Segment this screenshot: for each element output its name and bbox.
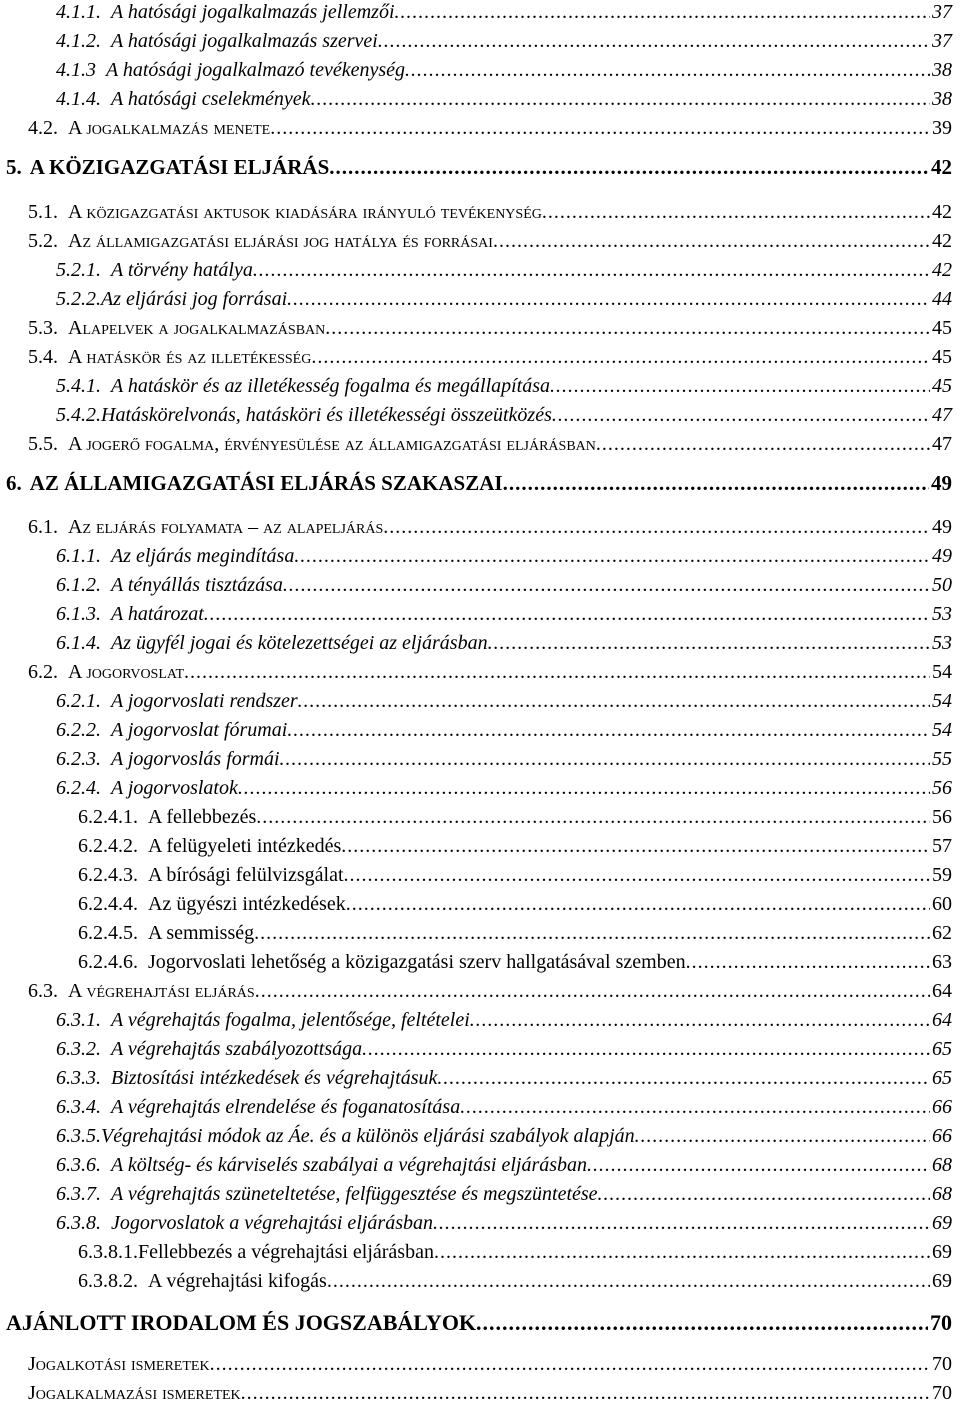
toc-entry-number: 6.2.3. [56,748,101,770]
toc-entry[interactable] [0,1271,952,1291]
dot-leader [493,231,930,251]
toc-entry[interactable] [0,836,952,856]
toc-entry-page-number: 69 [932,1241,952,1263]
toc-entry-number: 6.2.4.2. [78,835,138,857]
toc-entry-number: 6.3.8.2. [78,1270,138,1292]
toc-entry-page-number: 45 [932,375,952,397]
toc-entry[interactable] [0,546,952,566]
toc-entry-title: A jogorvoslatok [111,777,238,799]
toc-entry[interactable] [0,691,952,711]
dot-leader [470,1010,930,1030]
toc-entry-page-number: 64 [932,980,952,1002]
toc-entry[interactable] [0,894,952,914]
toc-entry-page-number: 47 [932,404,952,426]
dot-leader [241,1383,930,1403]
toc-entry[interactable] [0,1126,952,1146]
toc-entry[interactable] [0,2,952,22]
toc-entry-title: Az ügyészi intézkedések [148,893,346,915]
toc-entry-title: Hatáskörelvonás, hatásköri és illetékességi összeütközés [101,404,552,426]
dot-leader [542,202,930,222]
dot-leader [596,434,930,454]
toc-entry-page-number: 49 [932,545,952,567]
toc-entry-title: A bírósági felülvizsgálat [148,864,344,886]
toc-entry-number: 5.3. [28,317,58,339]
toc-entry-title: Jogorvoslati lehetőség a közigazgatási szerv hallgatásával szemben [148,951,686,973]
toc-entry-page-number: 62 [932,922,952,944]
toc-entry-title: AJÁNLOTT IRODALOM ÉS JOGSZABÁLYOK [6,1310,477,1335]
toc-entry-title: Jogalkalmazási ismeretek [28,1382,241,1404]
dot-leader [552,405,930,425]
toc-entry[interactable] [0,260,952,280]
toc-entry-title: Végrehajtási módok az Áe. és a különös eljárási szabályok alapján [101,1125,635,1147]
dot-leader [283,575,930,595]
toc-entry-title: A költség- és kárviselés szabályai a végrehajtási eljárásban [111,1154,588,1176]
toc-entry[interactable] [0,376,952,396]
toc-entry-title: A hatáskör és az illetékesség [68,346,312,368]
toc-entry-page-number: 45 [932,346,952,368]
toc-entry-number: 6.3.8. [56,1212,101,1234]
toc-entry[interactable] [0,202,952,222]
dot-leader [346,894,930,914]
dot-leader [550,376,930,396]
toc-entry[interactable] [0,31,952,51]
dot-leader [254,923,930,943]
toc-entry-page-number: 42 [932,201,952,223]
toc-entry[interactable] [0,1383,952,1403]
toc-entry-title: A jogorvoslat [68,661,185,683]
toc-entry[interactable] [0,1242,952,1262]
toc-entry-number: 6.2.4.3. [78,864,138,886]
toc-entry[interactable] [0,1039,952,1059]
toc-entry[interactable] [0,347,952,367]
dot-leader [383,517,930,537]
toc-entry-number: 4.1.3 [56,59,96,81]
toc-entry-number: 5.1. [28,201,58,223]
toc-entry-page-number: 37 [932,30,952,52]
toc-entry[interactable] [0,807,952,827]
dot-leader [686,952,930,972]
toc-entry-number: 5.2. [28,230,58,252]
toc-entry-title: Az ügyfél jogai és kötelezettségei az eljárásban [111,632,488,654]
toc-entry-page-number: 50 [932,574,952,596]
dot-leader [294,546,930,566]
dot-leader [325,318,930,338]
toc-entry-number: 6.1. [28,516,58,538]
dot-leader [503,473,929,494]
toc-entry-title: A semmisség [148,922,255,944]
toc-entry-page-number: 49 [932,516,952,538]
dot-leader [287,289,930,309]
dot-leader [238,778,930,798]
toc-entry[interactable] [0,633,952,653]
toc-entry-title: A jogorvoslás formái [111,748,280,770]
dot-leader [298,691,930,711]
dot-leader [635,1126,930,1146]
toc-entry-page-number: 56 [932,806,952,828]
toc-entry-title: A végrehajtás szabályozottsága [111,1038,363,1060]
toc-entry-number: 6.2.1. [56,690,101,712]
toc-entry-number: 6.2.4. [56,777,101,799]
toc-entry[interactable] [0,604,952,624]
toc-entry-title: AZ ÁLLAMIGAZGATÁSI ELJÁRÁS SZAKASZAI [29,471,503,495]
toc-entry-page-number: 45 [932,317,952,339]
toc-entry[interactable] [0,575,952,595]
toc-entry-number: 6.2.4.4. [78,893,138,915]
toc-entry-number: 6.1.1. [56,545,101,567]
toc-entry-page-number: 65 [932,1067,952,1089]
toc-entry[interactable] [0,662,952,682]
dot-leader [204,604,930,624]
toc-entry-number: 4.2. [28,117,58,139]
toc-entry[interactable] [0,1155,952,1175]
toc-entry-title: A hatósági jogalkalmazás jellemzői [111,1,395,23]
dot-leader [405,60,930,80]
toc-entry-page-number: 65 [932,1038,952,1060]
toc-entry-title: A végrehajtás fogalma, jelentősége, feltételei [111,1009,470,1031]
toc-entry-title: A jogerő fogalma, érvényesülése az államigazgatási eljárásban [68,433,596,455]
toc-entry-number: 4.1.4. [56,88,101,110]
toc-entry-page-number: 37 [932,1,952,23]
toc-entry-title: Jogorvoslatok a végrehajtási eljárásban [111,1212,433,1234]
toc-entry-page-number: 42 [932,230,952,252]
toc-entry[interactable] [0,318,952,338]
toc-entry-number: 6.3. [28,980,58,1002]
toc-entry-number: 5.2.1. [56,259,101,281]
toc-entry-number: 6.2.2. [56,719,101,741]
toc-entry-number: 6.1.2. [56,574,101,596]
toc-entry[interactable] [0,865,952,885]
toc-entry-page-number: 69 [932,1212,952,1234]
toc-entry-number: 6.1.3. [56,603,101,625]
toc-entry[interactable] [0,231,952,251]
toc-entry-title: A törvény hatálya [111,259,253,281]
dot-leader [329,157,929,178]
dot-leader [433,1213,930,1233]
dot-leader [460,1097,930,1117]
toc-entry-page-number: 60 [932,893,952,915]
toc-entry[interactable] [0,1312,952,1334]
toc-entry-title: A jogalkalmazás menete [68,117,271,139]
toc-entry-number: 5.4. [28,346,58,368]
toc-entry[interactable] [0,434,952,454]
toc-entry-number: 6.3.4. [56,1096,101,1118]
toc-entry-number: 5.2.2. [56,288,101,310]
toc-entry[interactable] [0,1354,952,1374]
toc-entry[interactable] [0,289,952,309]
toc-entry-title: A végrehajtási eljárás [68,980,255,1002]
dot-leader [255,981,930,1001]
toc-entry-title: A hatósági jogalkalmazás szervei [111,30,378,52]
toc-entry[interactable] [0,952,952,972]
toc-entry[interactable] [0,1068,952,1088]
toc-entry-number: 6.2.4.1. [78,806,138,828]
toc-entry-title: Fellebbezés a végrehajtási eljárásban [138,1241,434,1263]
dot-leader [344,865,930,885]
dot-leader [488,633,930,653]
toc-entry-number: 6.1.4. [56,632,101,654]
toc-entry-page-number: 42 [932,259,952,281]
toc-entry-title: Az eljárás megindítása [111,545,295,567]
toc-entry[interactable] [0,60,952,80]
toc-entry-page-number: 70 [930,1310,952,1335]
toc-entry-page-number: 53 [932,603,952,625]
toc-entry[interactable] [0,89,952,109]
toc-entry-page-number: 39 [932,117,952,139]
toc-entry-page-number: 70 [932,1353,952,1375]
dot-leader [253,260,930,280]
dot-leader [587,1155,930,1175]
dot-leader [311,89,930,109]
toc-entry-number: 6.3.1. [56,1009,101,1031]
toc-entry-page-number: 64 [932,1009,952,1031]
toc-entry-title: A felügyeleti intézkedés [148,835,342,857]
toc-entry-number: 6.2. [28,661,58,683]
toc-entry-page-number: 55 [932,748,952,770]
toc-entry-number: 5. [6,155,22,179]
toc-entry-title: A hatáskör és az illetékesség fogalma és megállapítása [111,375,551,397]
toc-entry-page-number: 54 [932,661,952,683]
dot-leader [311,347,930,367]
toc-entry-title: A hatósági cselekmények [111,88,311,110]
toc-entry[interactable] [0,923,952,943]
toc-entry-page-number: 38 [932,88,952,110]
toc-entry-number: 6.2.4.6. [78,951,138,973]
toc-entry-number: 6.2.4.5. [78,922,138,944]
dot-leader [395,2,930,22]
toc-entry-title: A végrehajtás elrendelése és foganatosítása [111,1096,461,1118]
toc-entry-title: A hatósági jogalkalmazó tevékenység [106,59,406,81]
toc-entry-page-number: 54 [932,690,952,712]
dot-leader [362,1039,930,1059]
toc-entry-number: 4.1.1. [56,1,101,23]
dot-leader [341,836,930,856]
toc-entry-title: A jogorvoslat fórumai [111,719,288,741]
toc-entry-number: 6.3.6. [56,1154,101,1176]
dot-leader [256,807,930,827]
toc-entry-page-number: 66 [932,1096,952,1118]
toc-entry-title: A közigazgatási aktusok kiadására irányuló tevékenység [68,201,542,223]
toc-entry-title: A KÖZIGAZGATÁSI ELJÁRÁS [29,155,330,179]
dot-leader [476,1312,928,1334]
toc-entry-title: Az eljárás folyamata – az alapeljárás [68,516,384,538]
toc-entry[interactable] [0,778,952,798]
toc-entry[interactable] [0,473,952,494]
dot-leader [184,662,930,682]
dot-leader [434,1242,930,1262]
toc-entry-page-number: 38 [932,59,952,81]
dot-leader [437,1068,930,1088]
toc-entry-number: 5.5. [28,433,58,455]
dot-leader [280,749,930,769]
dot-leader [378,31,930,51]
toc-entry-number: 6.3.7. [56,1183,101,1205]
toc-entry[interactable] [0,405,952,425]
toc-entry-title: A tényállás tisztázása [111,574,283,596]
toc-entry-number: 6. [6,471,22,495]
toc-entry[interactable] [0,118,952,138]
dot-leader [598,1184,930,1204]
toc-entry-page-number: 70 [932,1382,952,1404]
toc-entry[interactable] [0,981,952,1001]
toc-entry-number: 4.1.2. [56,30,101,52]
toc-entry-number: 6.3.8.1. [78,1241,138,1263]
toc-entry-page-number: 49 [931,471,952,495]
toc-entry[interactable] [0,720,952,740]
toc-entry-title: A fellebbezés [148,806,257,828]
toc-entry-page-number: 42 [931,155,952,179]
toc-entry-number: 5.4.1. [56,375,101,397]
toc-entry-page-number: 54 [932,719,952,741]
toc-entry-page-number: 53 [932,632,952,654]
toc-entry[interactable] [0,517,952,537]
toc-entry-page-number: 57 [932,835,952,857]
toc-entry-title: A végrehajtás szüneteltetése, felfüggesztése és megszüntetése [111,1183,598,1205]
dot-leader [327,1271,930,1291]
toc-entry-title: A határozat [111,603,204,625]
toc-entry[interactable] [0,157,952,178]
toc-entry-page-number: 63 [932,951,952,973]
toc-entry-title: Jogalkotási ismeretek [28,1353,210,1375]
toc-entry[interactable] [0,749,952,769]
dot-leader [287,720,930,740]
toc-entry-page-number: 59 [932,864,952,886]
toc-entry-number: 6.3.5. [56,1125,101,1147]
toc-entry-page-number: 44 [932,288,952,310]
dot-leader [270,118,930,138]
dot-leader [210,1354,930,1374]
toc-entry-title: Biztosítási intézkedések és végrehajtásuk [111,1067,438,1089]
toc-entry-number: 6.3.2. [56,1038,101,1060]
toc-entry[interactable] [0,1010,952,1030]
toc-entry-title: A végrehajtási kifogás [148,1270,327,1292]
toc-entry[interactable] [0,1097,952,1117]
toc-entry-title: Az eljárási jog forrásai [101,288,288,310]
toc-entry[interactable] [0,1213,952,1233]
toc-entry-page-number: 69 [932,1270,952,1292]
toc-entry-page-number: 47 [932,433,952,455]
toc-entry-number: 6.3.3. [56,1067,101,1089]
toc-entry-title: Az államigazgatási eljárási jog hatálya és forrásai [68,230,493,252]
toc-entry-title: A jogorvoslati rendszer [111,690,298,712]
toc-entry-page-number: 68 [932,1154,952,1176]
toc-entry-number: 5.4.2. [56,404,101,426]
toc-entry[interactable] [0,1184,952,1204]
toc-entry-page-number: 68 [932,1183,952,1205]
toc-entry-title: Alapelvek a jogalkalmazásban [68,317,326,339]
toc-entry-page-number: 66 [932,1125,952,1147]
toc-entry-page-number: 56 [932,777,952,799]
